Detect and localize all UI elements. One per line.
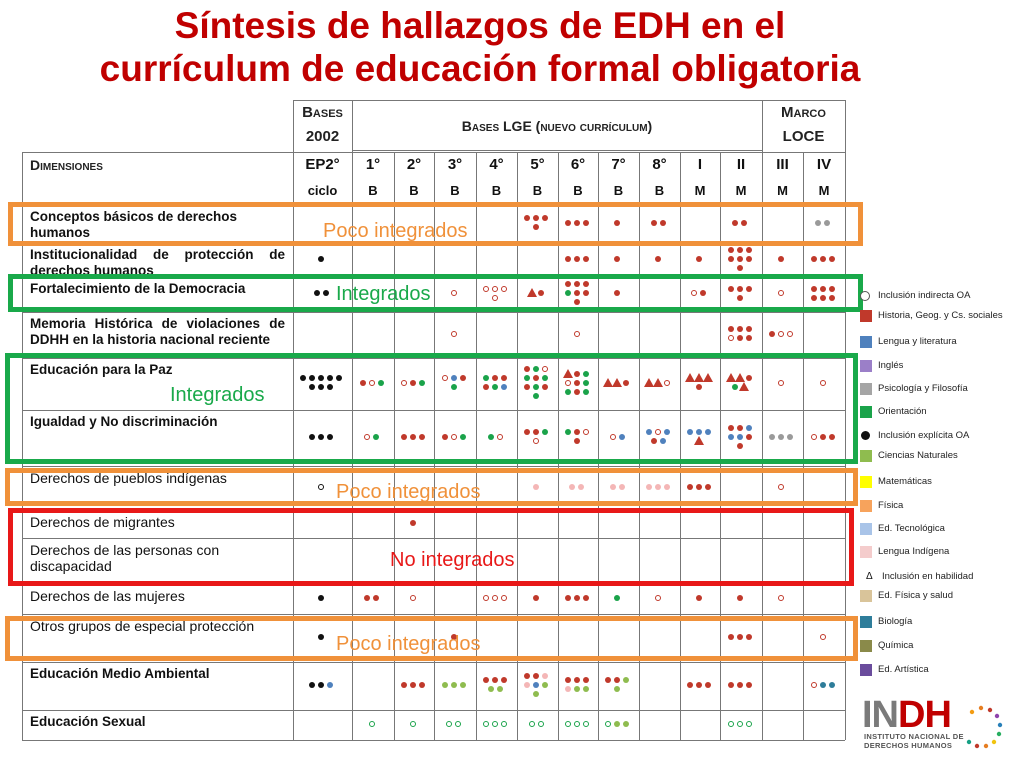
column-header: 4° (489, 156, 504, 173)
indirect-oa-ring (483, 595, 489, 601)
column-subheader: B (654, 183, 665, 198)
explicit-oa-dot (488, 686, 494, 692)
column-subheader: B (532, 183, 543, 198)
indh-logo (862, 694, 1012, 754)
annotation-label: Integrados (336, 283, 431, 305)
explicit-oa-dot (728, 682, 734, 688)
column-subheader: M (735, 183, 747, 198)
column-header: 7° (611, 156, 626, 173)
indirect-oa-ring (492, 595, 498, 601)
column-header: 5° (530, 156, 545, 173)
indirect-oa-ring (501, 595, 507, 601)
column-subheader: B (613, 183, 624, 198)
explicit-oa-dot (533, 595, 539, 601)
color-swatch-icon (860, 336, 872, 348)
explicit-oa-dot (583, 256, 589, 262)
color-swatch-icon (860, 523, 872, 535)
annotation-box (5, 353, 858, 464)
color-swatch-icon (860, 383, 872, 395)
explicit-oa-dot (533, 691, 539, 697)
legend-item (860, 381, 1020, 397)
explicit-oa-dot (778, 256, 784, 262)
legend-label: Biología (878, 616, 913, 627)
color-swatch-icon (860, 640, 872, 652)
legend-label: Física (878, 500, 904, 511)
explicit-oa-dot (565, 595, 571, 601)
column-header: IV (816, 156, 832, 173)
explicit-oa-dot (410, 682, 416, 688)
legend-label: Lengua y literatura (878, 336, 957, 347)
explicit-oa-dot (623, 721, 629, 727)
logo-line-1: INSTITUTO NACIONAL DE (864, 732, 964, 741)
legend-label: Inclusión en habilidad (882, 571, 974, 582)
explicit-oa-dot (705, 682, 711, 688)
indirect-oa-ring (538, 721, 544, 727)
explicit-oa-dot (614, 686, 620, 692)
annotation-box (8, 274, 863, 312)
indirect-oa-ring (410, 721, 416, 727)
explicit-oa-dot (746, 256, 752, 262)
logo-dots-icon (958, 704, 1004, 750)
explicit-oa-dot (574, 256, 580, 262)
explicit-oa-dot (492, 677, 498, 683)
explicit-oa-dot (565, 256, 571, 262)
explicit-oa-dot (542, 673, 548, 679)
explicit-oa-dot (574, 686, 580, 692)
column-subheader: B (450, 183, 460, 198)
explicit-oa-dot (583, 677, 589, 683)
explicit-oa-dot (746, 247, 752, 253)
indirect-oa-ring (501, 721, 507, 727)
row-label: Derechos de pueblos indígenas (30, 470, 227, 486)
explicit-oa-dot (605, 677, 611, 683)
row-label: Educación Sexual (30, 714, 146, 729)
explicit-oa-dot (737, 247, 743, 253)
explicit-oa-dot (533, 673, 539, 679)
header-bases-year: 2002 (305, 128, 340, 145)
explicit-oa-dot (829, 256, 835, 262)
legend-item (860, 638, 1020, 654)
annotation-box (8, 508, 854, 586)
legend-item (860, 662, 1020, 678)
column-header: 8° (652, 156, 667, 173)
explicit-oa-dot (442, 682, 448, 688)
explicit-oa-dot (614, 721, 620, 727)
legend-item (860, 474, 1020, 490)
explicit-oa-dot (373, 595, 379, 601)
column-header: I (697, 156, 703, 173)
explicit-oa-dot (583, 686, 589, 692)
column-header: 3° (447, 156, 463, 173)
explicit-oa-dot (460, 682, 466, 688)
explicit-oa-dot (614, 595, 620, 601)
logo-line-2: DERECHOS HUMANOS (864, 741, 953, 750)
legend-item (860, 308, 1020, 324)
indirect-oa-ring (605, 721, 611, 727)
explicit-oa-dot (533, 682, 539, 688)
color-swatch-icon (860, 406, 872, 418)
explicit-oa-dot (623, 677, 629, 683)
column-header: III (776, 156, 789, 173)
legend-label: Ciencias Naturales (878, 450, 958, 461)
legend-label: Inglés (878, 360, 904, 371)
legend-item (860, 334, 1020, 350)
explicit-oa-dot (737, 265, 743, 271)
indirect-oa-ring (565, 721, 571, 727)
legend-item (860, 544, 1020, 560)
explicit-oa-dot (327, 682, 333, 688)
row-label: Institucionalidad de protección de derechos humanos (30, 247, 285, 278)
color-swatch-icon (860, 450, 872, 462)
legend-item (860, 358, 1020, 374)
indirect-oa-ring (655, 595, 661, 601)
slide-title (0, 4, 960, 90)
header-marco: Marco (781, 104, 826, 121)
legend-item (860, 404, 1020, 420)
explicit-oa-dot (728, 256, 734, 262)
legend-item (860, 614, 1020, 630)
row-label: Memoria Histórica de violaciones de DDHH en la historia nacional reciente (30, 316, 285, 347)
explicit-oa-dot (696, 595, 702, 601)
legend-label: Orientación (878, 406, 927, 417)
column-header: 2° (406, 156, 422, 173)
column-subheader: B (491, 183, 502, 198)
explicit-oa-dot (687, 682, 693, 688)
explicit-oa-dot (483, 677, 489, 683)
explicit-oa-dot (820, 256, 826, 262)
indirect-oa-ring (492, 721, 498, 727)
row-label: Conceptos básicos de derechos humanos (30, 209, 238, 240)
legend-label: Ed. Artística (878, 664, 929, 675)
legend-label: Historia, Geog. y Cs. sociales (878, 310, 1003, 321)
column-header: II (736, 156, 746, 173)
indirect-oa-ring (787, 331, 793, 337)
explicit-oa-dot (497, 686, 503, 692)
color-swatch-icon (860, 546, 872, 558)
header-dimensiones: Dimensiones (30, 157, 103, 173)
explicit-oa-dot (737, 595, 743, 601)
indirect-oa-ring (529, 721, 535, 727)
color-swatch-icon (860, 310, 872, 322)
column-subheader: M (694, 183, 706, 198)
indirect-oa-ring (369, 721, 375, 727)
row-label: Derechos de las personas con discapacidad (30, 542, 220, 574)
legend-item (860, 588, 1020, 604)
header-loce: LOCE (782, 128, 825, 145)
explicit-oa-dot (655, 256, 661, 262)
explicit-oa-dot (565, 677, 571, 683)
explicit-oa-dot (542, 682, 548, 688)
column-subheader: B (368, 183, 378, 198)
header-group-divider (352, 150, 762, 151)
legend-item (860, 521, 1020, 537)
indirect-oa-ring (455, 721, 461, 727)
explicit-oa-dot (318, 682, 324, 688)
explicit-oa-dot (583, 595, 589, 601)
column-subheader: ciclo (307, 183, 338, 198)
explicit-oa-dot (737, 326, 743, 332)
legend-label: Ed. Física y salud (878, 590, 953, 601)
explicit-oa-dot (565, 686, 571, 692)
explicit-oa-dot (574, 595, 580, 601)
row-label: Derechos de migrantes (30, 514, 175, 530)
indirect-oa-ring (446, 721, 452, 727)
column-header: EP2° (305, 156, 340, 173)
color-swatch-icon (860, 476, 872, 488)
explicit-oa-dot (829, 682, 835, 688)
explicit-oa-dot (728, 326, 734, 332)
explicit-oa-dot (696, 256, 702, 262)
legend-label: Química (878, 640, 914, 651)
indirect-oa-ring (574, 721, 580, 727)
annotation-label: Integrados (170, 384, 265, 406)
logo-in-text: IN (862, 694, 898, 736)
ring-icon (860, 291, 870, 301)
header-lge: Bases LGE (nuevo currículum) (461, 118, 653, 134)
explicit-oa-dot (746, 326, 752, 332)
color-swatch-icon (860, 590, 872, 602)
color-swatch-icon (860, 664, 872, 676)
explicit-oa-dot (737, 682, 743, 688)
logo-dh-text: DH (898, 694, 951, 736)
explicit-oa-dot (728, 247, 734, 253)
explicit-oa-dot (746, 335, 752, 341)
legend-label: Psicología y Filosofía (878, 383, 968, 394)
explicit-oa-dot (364, 595, 370, 601)
indirect-oa-ring (410, 595, 416, 601)
explicit-oa-dot (614, 677, 620, 683)
indirect-oa-ring (483, 721, 489, 727)
explicit-oa-dot (811, 256, 817, 262)
row-label: Fortalecimiento de la Democracia (30, 281, 246, 296)
indirect-oa-ring (778, 331, 784, 337)
title-line-1: Síntesis de hallazgos de EDH en el (174, 5, 786, 46)
column-header: 1° (365, 156, 381, 173)
header-bases: Bases (302, 104, 343, 121)
explicit-oa-dot (574, 677, 580, 683)
explicit-oa-dot (737, 335, 743, 341)
indirect-oa-ring (737, 721, 743, 727)
legend-item (860, 569, 1020, 585)
indirect-oa-ring (728, 721, 734, 727)
legend-label: Lengua Indígena (878, 546, 950, 557)
explicit-oa-dot (746, 682, 752, 688)
indirect-oa-ring (778, 595, 784, 601)
annotation-label: Poco integrados (336, 633, 481, 655)
explicit-oa-dot (769, 331, 775, 337)
indirect-oa-ring (728, 335, 734, 341)
explicit-oa-dot (696, 682, 702, 688)
dot-icon (861, 431, 870, 440)
explicit-oa-dot (318, 256, 324, 262)
column-subheader: B (409, 183, 419, 198)
triangle-icon: Δ (866, 571, 873, 582)
legend-label: Ed. Tecnológica (878, 523, 945, 534)
color-swatch-icon (860, 500, 872, 512)
column-header: 6° (570, 156, 586, 173)
column-subheader: B (573, 183, 583, 198)
row-label: Otros grupos de especial protección (30, 618, 255, 634)
explicit-oa-dot (614, 256, 620, 262)
row-label: Educación Medio Ambiental (30, 666, 210, 681)
explicit-oa-dot (318, 595, 324, 601)
color-swatch-icon (860, 616, 872, 628)
row-label: Igualdad y No discriminación (30, 414, 218, 429)
explicit-oa-dot (401, 682, 407, 688)
legend-item (860, 428, 1020, 444)
explicit-oa-dot (820, 682, 826, 688)
explicit-oa-dot (501, 677, 507, 683)
indirect-oa-ring (574, 331, 580, 337)
indirect-oa-ring (811, 682, 817, 688)
column-subheader: M (777, 183, 788, 198)
explicit-oa-dot (451, 682, 457, 688)
title-line-2: currículum de educación formal obligatoria (99, 48, 861, 89)
legend-item (860, 448, 1020, 464)
row-label: Derechos de las mujeres (30, 588, 185, 604)
legend-item (860, 288, 1020, 304)
indirect-oa-ring (583, 721, 589, 727)
explicit-oa-dot (737, 256, 743, 262)
legend-label: Inclusión explícita OA (878, 430, 970, 441)
annotation-label: Poco integrados (323, 220, 468, 242)
column-subheader: M (818, 183, 830, 198)
legend-item (860, 498, 1020, 514)
indirect-oa-ring (451, 331, 457, 337)
explicit-oa-dot (524, 673, 530, 679)
annotation-label: Poco integrados (336, 481, 481, 503)
row-label: Educación para la Paz (30, 362, 173, 377)
color-swatch-icon (860, 360, 872, 372)
explicit-oa-dot (419, 682, 425, 688)
indirect-oa-ring (746, 721, 752, 727)
annotation-label: No integrados (390, 549, 515, 571)
legend-label: Matemáticas (878, 476, 932, 487)
explicit-oa-dot (524, 682, 530, 688)
legend-label: Inclusión indirecta OA (878, 290, 971, 301)
explicit-oa-dot (309, 682, 315, 688)
